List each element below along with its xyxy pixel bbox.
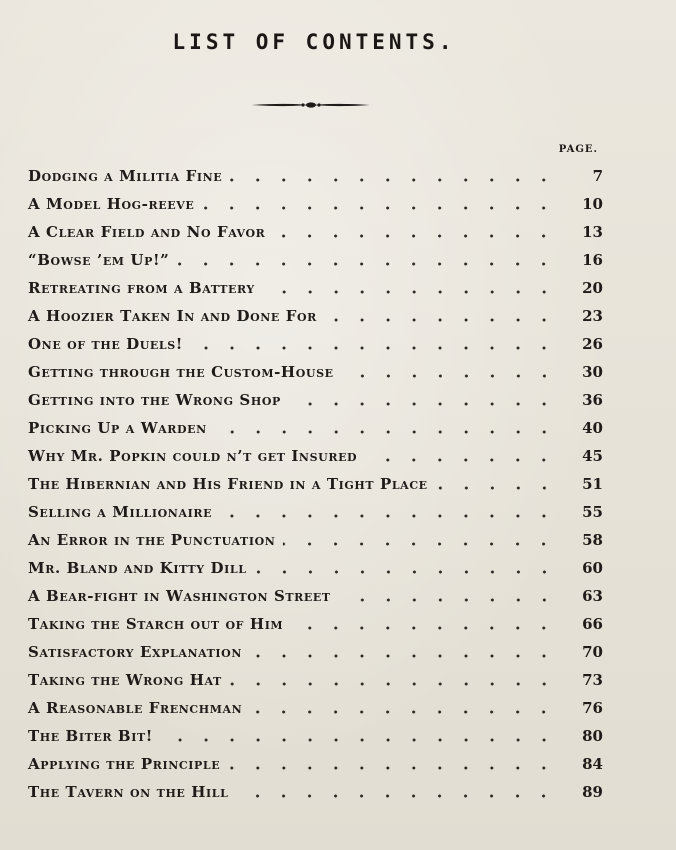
- entry-page-number: 58: [582, 531, 603, 549]
- page-title: LIST OF CONTENTS.: [172, 30, 456, 54]
- page-column-label: PAGE.: [558, 144, 598, 155]
- dot-leader: [283, 542, 557, 546]
- entry-page-number: 13: [582, 223, 603, 241]
- entry-page-number: 23: [582, 307, 603, 325]
- contents-list: [28, 162, 603, 806]
- contents-entry: [28, 750, 603, 778]
- contents-entry: [28, 582, 603, 610]
- entry-page-number: 60: [582, 559, 603, 577]
- entry-title: Selling a Millionaire: [28, 503, 213, 521]
- entry-title: Taking the Wrong Hat: [28, 671, 222, 689]
- dot-leader: [291, 626, 557, 630]
- dot-leader: [228, 766, 557, 770]
- entry-page-number: 26: [582, 335, 603, 353]
- entry-page-number: 45: [582, 447, 603, 465]
- entry-page-number: 63: [582, 587, 603, 605]
- dot-leader: [250, 654, 557, 658]
- entry-page-number: 89: [582, 783, 603, 801]
- dot-leader: [161, 738, 557, 742]
- contents-entry: [28, 358, 603, 386]
- dot-leader: [289, 402, 557, 406]
- entry-title: Dodging a Militia Fine: [28, 167, 223, 185]
- contents-entry: [28, 302, 603, 330]
- dot-leader: [191, 346, 557, 350]
- contents-entry: [28, 414, 603, 442]
- entry-page-number: 40: [582, 419, 603, 437]
- entry-title: Taking the Starch out of Him: [28, 615, 284, 633]
- entry-page-number: 76: [582, 699, 603, 717]
- contents-entry: [28, 386, 603, 414]
- dot-leader: [263, 290, 557, 294]
- dot-leader: [202, 206, 557, 210]
- entry-title: Retreating from a Battery: [28, 279, 255, 297]
- contents-entry: [28, 442, 603, 470]
- dot-leader: [436, 486, 557, 490]
- entry-title: One of the Duels!: [28, 335, 183, 353]
- contents-entry: [28, 190, 603, 218]
- entry-page-number: 80: [582, 727, 603, 745]
- entry-title: Getting through the Custom-House: [28, 363, 334, 381]
- dot-leader: [177, 262, 557, 266]
- contents-entry: [28, 162, 603, 190]
- entry-title: Mr. Bland and Kitty Dill: [28, 559, 247, 577]
- dot-leader: [230, 682, 557, 686]
- entry-page-number: 10: [582, 195, 603, 213]
- contents-entry: [28, 330, 603, 358]
- contents-entry: [28, 246, 603, 274]
- contents-entry: [28, 498, 603, 526]
- dot-leader: [215, 430, 557, 434]
- entry-page-number: 84: [582, 755, 603, 773]
- entry-title: A Reasonable Frenchman: [28, 699, 243, 717]
- contents-entry: [28, 638, 603, 666]
- entry-title: The Hibernian and His Friend in a Tight Place: [28, 475, 428, 493]
- entry-title: Applying the Principle: [28, 755, 221, 773]
- entry-title: Getting into the Wrong Shop: [28, 391, 281, 409]
- entry-title: Why Mr. Popkin could n’t get Insured: [28, 447, 358, 465]
- dot-leader: [255, 570, 557, 574]
- entry-page-number: 30: [582, 363, 603, 381]
- entry-page-number: 51: [582, 475, 603, 493]
- dot-leader: [339, 598, 557, 602]
- entry-title: A Model Hog-reeve: [28, 195, 195, 213]
- entry-page-number: 73: [582, 671, 603, 689]
- entry-title: The Tavern on the Hill: [28, 783, 229, 801]
- entry-page-number: 55: [582, 503, 603, 521]
- dot-leader: [365, 458, 557, 462]
- dot-leader: [230, 178, 557, 182]
- dot-leader: [325, 318, 557, 322]
- dot-leader: [273, 234, 557, 238]
- entry-page-number: 66: [582, 615, 603, 633]
- entry-title: An Error in the Punctuation: [28, 531, 276, 549]
- contents-entry: [28, 218, 603, 246]
- entry-title: A Hoozier Taken In and Done For: [28, 307, 317, 325]
- entry-title: Picking Up a Warden: [28, 419, 207, 437]
- dot-leader: [250, 710, 557, 714]
- entry-page-number: 20: [582, 279, 603, 297]
- entry-page-number: 7: [592, 167, 603, 185]
- contents-entry: [28, 666, 603, 694]
- contents-entry: [28, 610, 603, 638]
- contents-entry: [28, 722, 603, 750]
- entry-title: “Bowse ’em Up!”: [28, 251, 170, 269]
- contents-entry: [28, 274, 603, 302]
- contents-entry: [28, 554, 603, 582]
- contents-entry: [28, 778, 603, 806]
- contents-entry: [28, 470, 603, 498]
- entry-title: The Biter Bit!: [28, 727, 153, 745]
- contents-entry: [28, 526, 603, 554]
- entry-page-number: 16: [582, 251, 603, 269]
- entry-page-number: 36: [582, 391, 603, 409]
- dot-leader: [220, 514, 557, 518]
- ornamental-rule: [252, 101, 370, 109]
- entry-title: A Bear-fight in Washington Street: [28, 587, 331, 605]
- entry-title: Satisfactory Explanation: [28, 643, 243, 661]
- dot-leader: [342, 374, 557, 378]
- dot-leader: [236, 794, 557, 798]
- entry-title: A Clear Field and No Favor: [28, 223, 266, 241]
- contents-entry: [28, 694, 603, 722]
- entry-page-number: 70: [582, 643, 603, 661]
